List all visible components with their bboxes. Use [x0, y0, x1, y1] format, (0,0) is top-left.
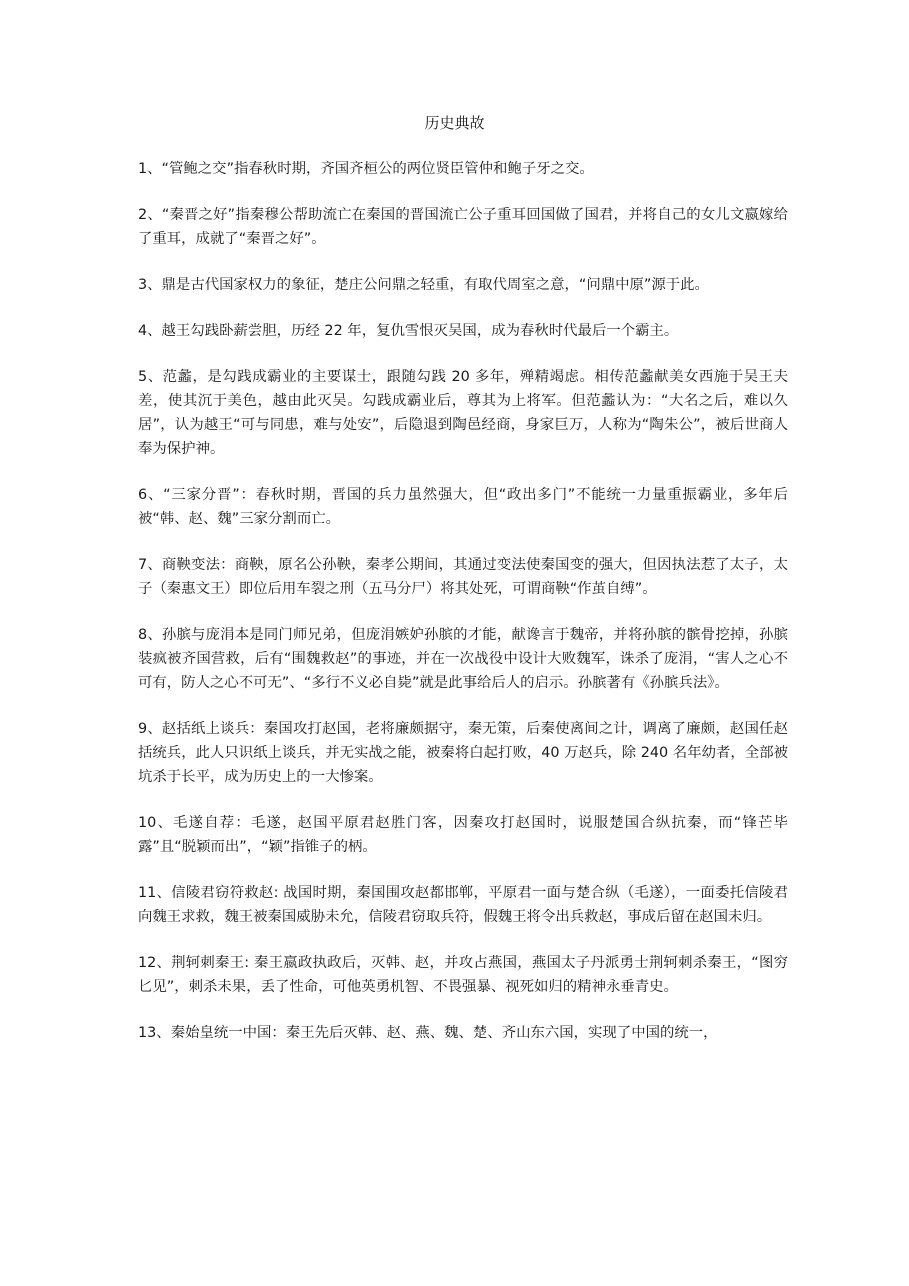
entry-6: 6、“三家分晋”：春秋时期，晋国的兵力虽然强大，但“政出多门”不能统一力量重振霸业，多年后被“韩、赵、魏”三家分割而亡。 — [138, 487, 788, 527]
document-title: 历史典故 — [424, 114, 485, 132]
entry-1: 1、“管鲍之交”指春秋时期，齐国齐桓公的两位贤臣管仲和鲍子牙之交。 — [138, 161, 594, 177]
entry-2: 2、“秦晋之好”指秦穆公帮助流亡在秦国的晋国流亡公子重耳回国做了国君，并将自己的女儿文嬴嫁给了重耳，成就了“秦晋之好”。 — [138, 207, 788, 247]
entry-12: 12、荆轲刺秦王: 秦王嬴政执政后，灭韩、赵，并攻占燕国，燕国太子丹派勇士荆轲刺杀秦王，“图穷匕见”，刺杀未果，丢了性命，可他英勇机智、不畏强暴、视死如归的精神永垂青史。 — [138, 955, 788, 995]
entry-11: 11、信陵君窃符救赵: 战国时期，秦国围攻赵都邯郸，平原君一面与楚合纵（毛遂），一面委托信陵君向魏王求救，魏王被秦国威胁未允，信陵君窃取兵符，假魏王将令出兵救赵，事成后留在赵国未归。 — [138, 885, 788, 925]
entry-3: 3、鼎是古代国家权力的象征，楚庄公问鼎之轻重，有取代周室之意，“问鼎中原”源于此。 — [138, 277, 709, 293]
entry-5: 5、范蠡，是勾践成霸业的主要谋士，跟随勾践 20 多年，殚精竭虑。相传范蠡献美女西施于吴王夫差，使其沉于美色，越由此灭吴。勾践成霸业后，尊其为上将军。但范蠡认为：“大名之后，难以久居”，认为越王“可与同患，难与处安”，后隐退到陶邑经商，身家巨万，人称为“陶朱公”，被后世商人奉为保护神。 — [138, 369, 788, 457]
entry-list — [138, 157, 788, 1067]
entry-13: 13、秦始皇统一中国：秦王先后灭韩、赵、燕、魏、楚、齐山东六国，实现了中国的统一， — [138, 1025, 718, 1041]
entry-9: 9、赵括纸上谈兵：秦国攻打赵国，老将廉颇据守，秦无策，后秦使离间之计，调离了廉颇，赵国任赵括统兵，此人只识纸上谈兵，并无实战之能，被秦将白起打败，40 万赵兵，除 240 名年幼者，全部被坑杀于长平，成为历史上的一大惨案。 — [138, 721, 788, 785]
entry-4: 4、越王勾践卧薪尝胆，历经 22 年，复仇雪恨灭吴国，成为春秋时代最后一个霸主。 — [138, 323, 679, 339]
entry-7: 7、商鞅变法：商鞅，原名公孙鞅，秦孝公期间，其通过变法使秦国变的强大，但因执法惹了太子，太子（秦惠文王）即位后用车裂之刑（五马分尸）将其处死，可谓商鞅“作茧自缚”。 — [138, 557, 788, 597]
entry-10: 10、毛遂自荐：毛遂，赵国平原君赵胜门客，因秦攻打赵国时，说服楚国合纵抗秦，而“锋芒毕露”且“脱颖而出”，“颖”指锥子的柄。 — [138, 815, 788, 855]
entry-8: 8、孙膑与庞涓本是同门师兄弟，但庞涓嫉妒孙膑的才能，献谗言于魏帝，并将孙膑的髌骨挖掉，孙膑装疯被齐国营救，后有“围魏救赵”的事迹，并在一次战役中设计大败魏军，诛杀了庞涓，“害人之心不可有，防人之心不可无”、“多行不义必自毙”就是此事给后人的启示。孙膑著有《孙膑兵法》。 — [138, 627, 788, 691]
